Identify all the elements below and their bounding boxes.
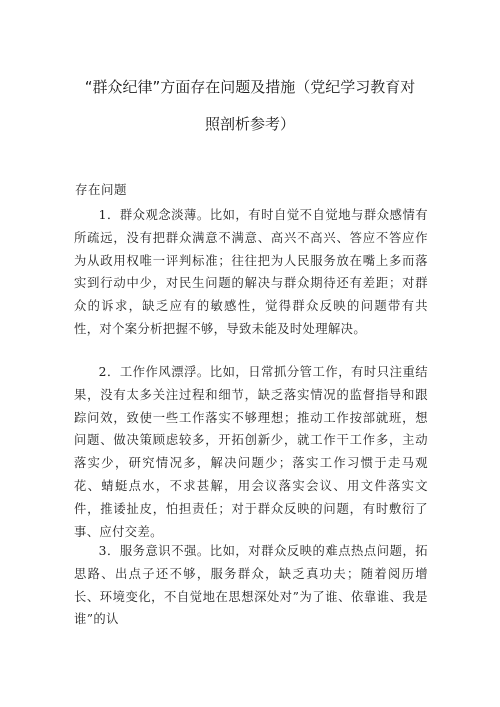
paragraph-1: 1．群众观念淡薄。比如，有时自觉不自觉地与群众感情有所疏远，没有把群众满意不满意、高兴不高兴、答应不答应作为从政用权唯一评判标准；往往把为人民服务放在嘴上多而落实到行动中少，对民生问题的解决与群众期待还有差距；对群众的诉求，缺乏应有的敏感性，觉得群众反映的问题带有共性，对个案分析把握不够，导致未能及时处理解决。	[74, 208, 428, 336]
document-title-line-1: “群众纪律”方面存在问题及措施（党纪学习教育对	[84, 78, 416, 96]
document-title-line-2: 照剖析参考）	[204, 115, 295, 133]
paragraph-2: 2．工作作风漂浮。比如，日常抓分管工作，有时只注重结果，没有太多关注过程和细节，缺乏落实情况的监督指导和跟踪问效，致使一些工作落实不够理想；推动工作按部就班，想问题、做决策顾虑较多，开拓创新少，就工作干工作多，主动落实少，研究情况多，解决问题少；落实工作习惯于走马观花、蜻蜓点水，不求甚解，用会议落实会议、用文件落实文件，推诿扯皮，怕担责任；对于群众反映的问题，有时敷衍了事、应付交差。	[74, 365, 428, 539]
paragraph-3: 3．服务意识不强。比如，对群众反映的难点热点问题，拓思路、出点子还不够，服务群众，缺乏真功夫；随着阅历增长、环境变化，不自觉地在思想深处对”为了谁、依靠谁、我是谁”的认	[74, 544, 428, 627]
section-heading: 存在问题	[75, 182, 128, 197]
